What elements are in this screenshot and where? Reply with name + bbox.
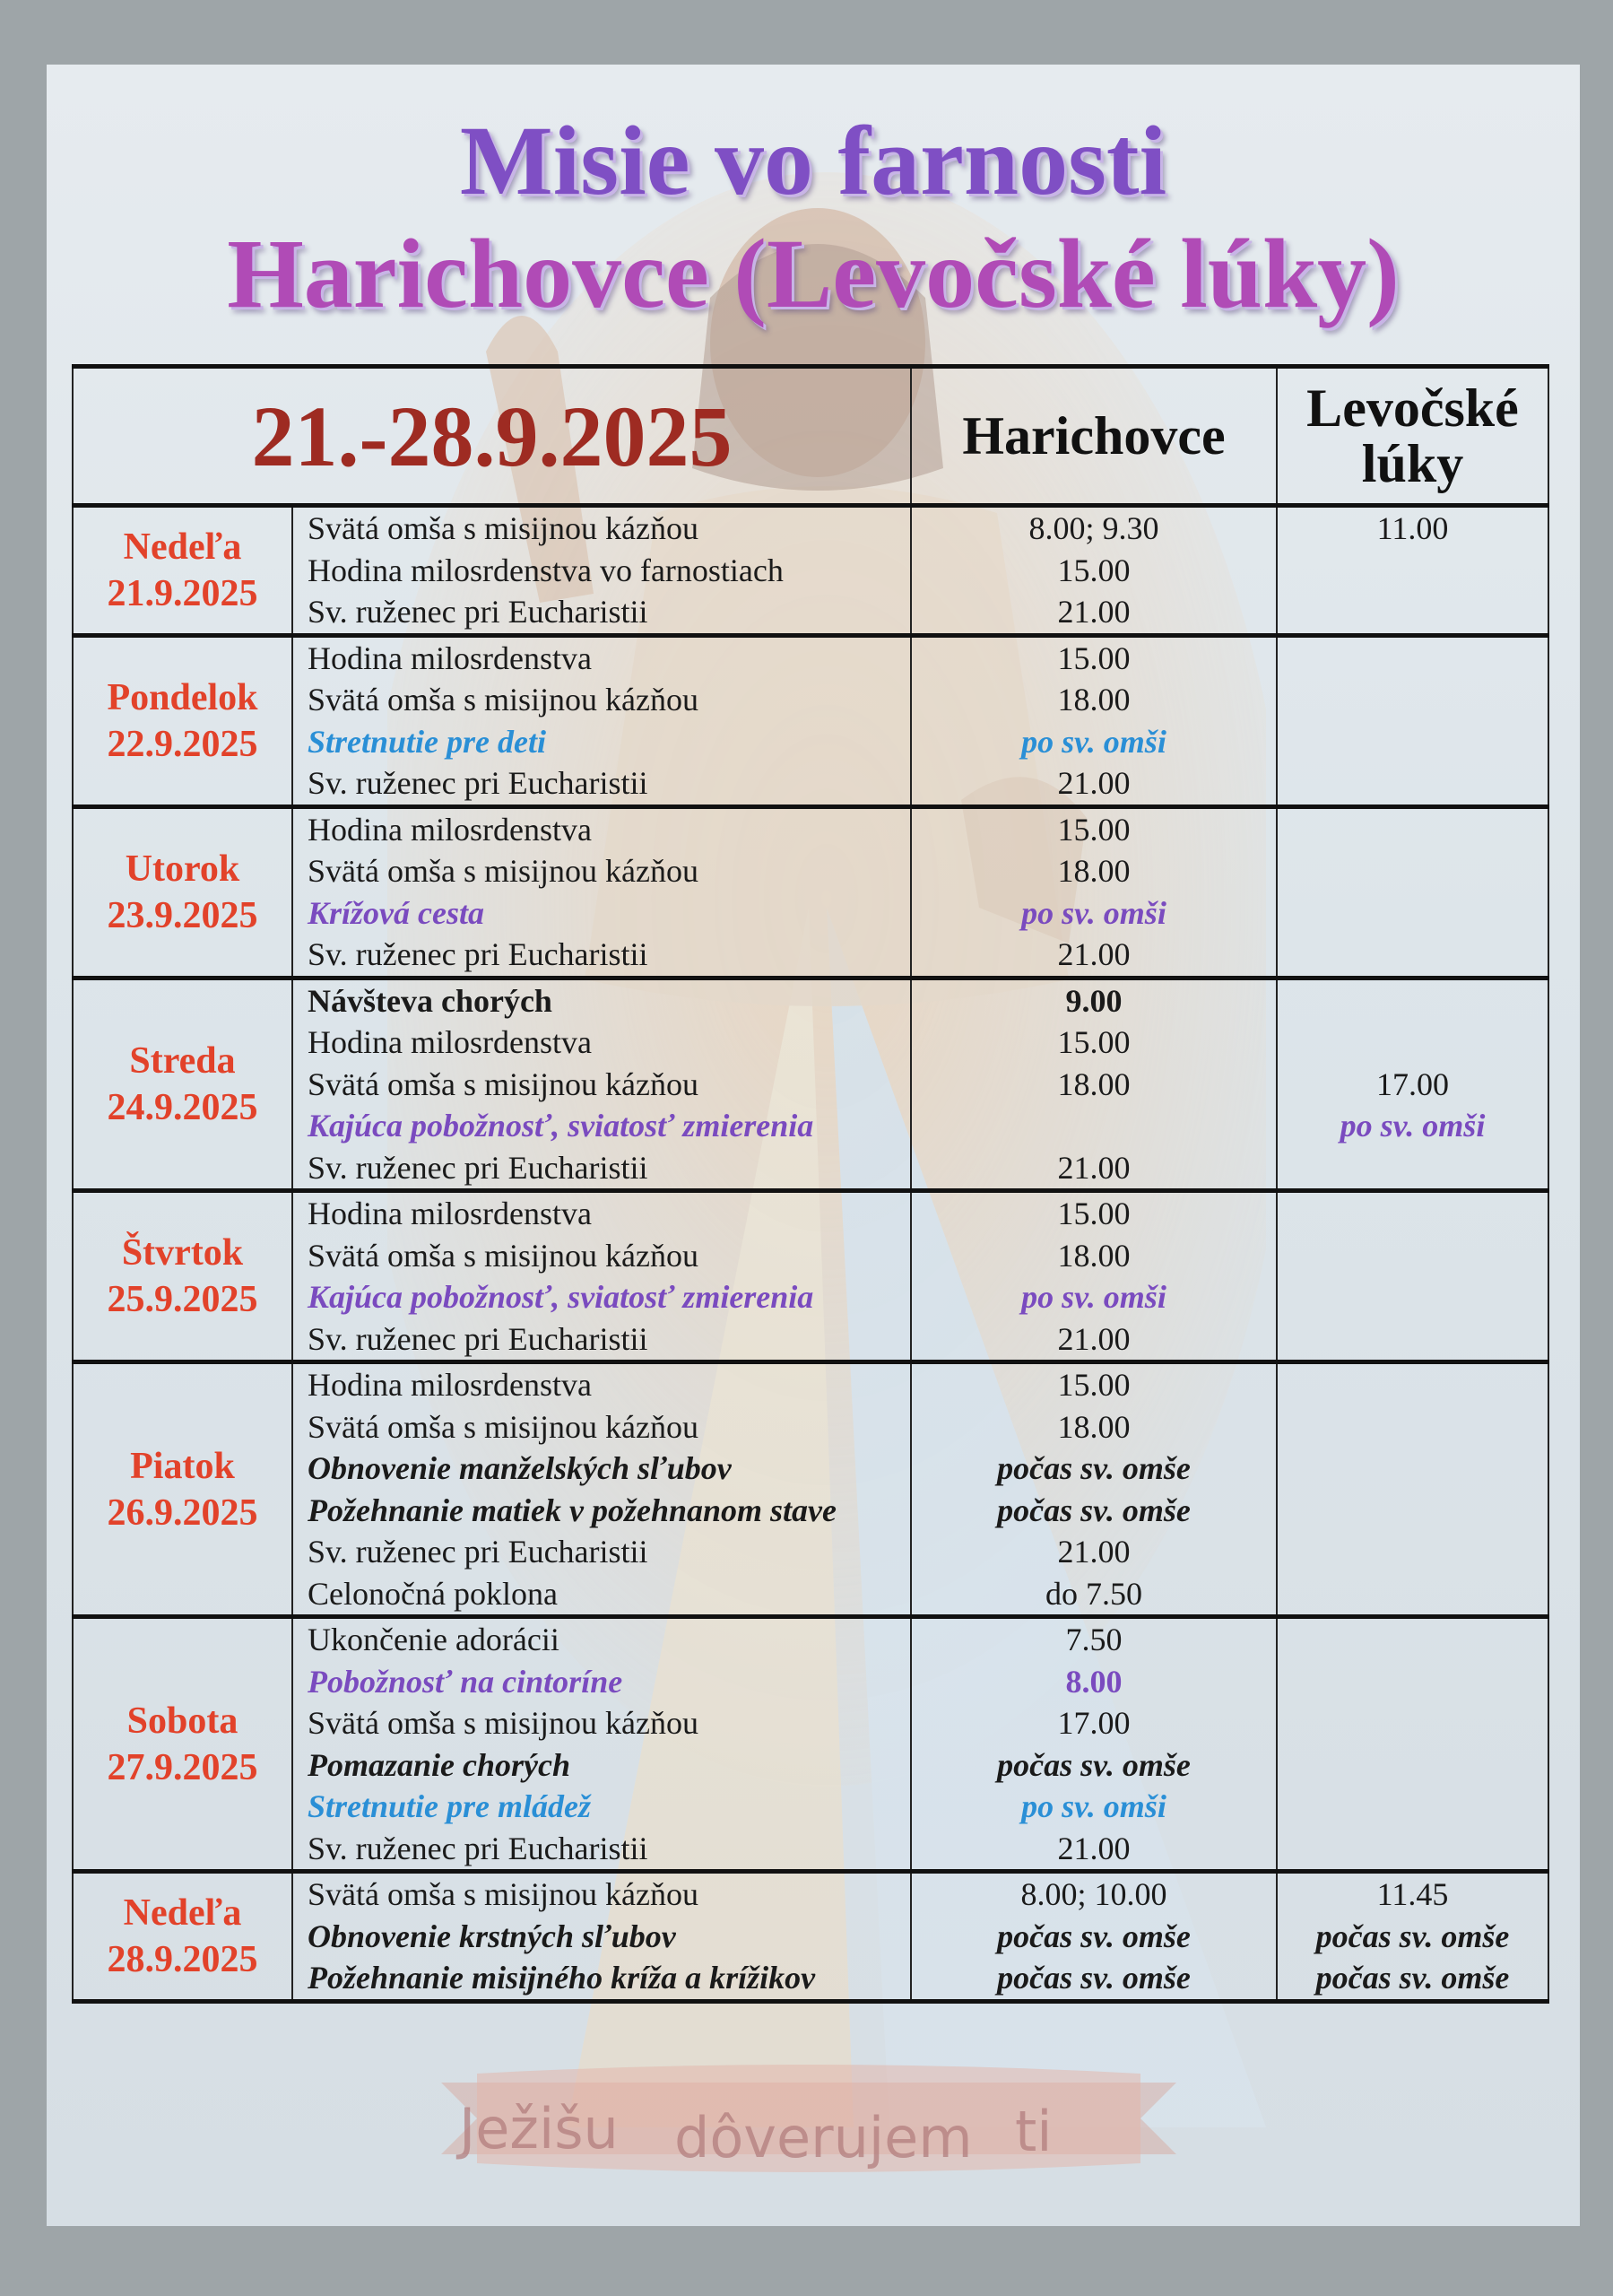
day-cell xyxy=(73,1191,292,1362)
harichovce-time-cell xyxy=(911,506,1277,636)
harichovce-time: 18.00 xyxy=(1057,853,1131,889)
event-label: Svätá omša s misijnou kázňou xyxy=(308,510,698,546)
levocske-luky-time xyxy=(1278,1661,1548,1703)
levocske-luky-time xyxy=(1278,1406,1548,1448)
event-label-cell xyxy=(292,635,911,806)
day-row xyxy=(73,806,1548,978)
event-label: Hodina milosrdenstva xyxy=(308,811,592,848)
levocske-luky-time-cell xyxy=(1277,1872,1548,2002)
levocske-luky-time xyxy=(1278,892,1548,935)
harichovce-time: počas sv. omše xyxy=(997,1918,1191,1954)
levocske-luky-time-cell xyxy=(1277,1191,1548,1362)
event-label: Ukončenie adorácii xyxy=(308,1622,559,1657)
day-row xyxy=(73,978,1548,1191)
levocske-luky-time: 11.00 xyxy=(1376,510,1449,546)
day-date: 23.9.2025 xyxy=(107,894,258,936)
day-name: Štvrtok xyxy=(121,1232,244,1274)
day-cell xyxy=(73,806,292,978)
harichovce-time: počas sv. omše xyxy=(997,1450,1191,1486)
event-label: Sv. ruženec pri Eucharistii xyxy=(308,1320,648,1357)
event-label: Hodina milosrdenstva xyxy=(308,1024,592,1060)
levocske-luky-time xyxy=(1278,1022,1548,1064)
event-label: Stretnutie pre deti xyxy=(308,723,547,760)
harichovce-time: 15.00 xyxy=(1057,1024,1131,1060)
event-label-cell xyxy=(292,1872,911,2002)
levocske-luky-time xyxy=(1278,1364,1548,1406)
title-line-1: Misie vo farnosti xyxy=(459,106,1167,215)
harichovce-time: počas sv. omše xyxy=(997,1960,1191,1996)
levocske-luky-time-cell xyxy=(1277,635,1548,806)
levocske-luky-time xyxy=(1278,1828,1548,1870)
levocske-luky-time xyxy=(1278,1531,1548,1573)
day-name: Piatok xyxy=(130,1445,235,1487)
event-label: Sv. ruženec pri Eucharistii xyxy=(308,594,648,630)
schedule-table xyxy=(72,364,1549,2004)
levocske-luky-time xyxy=(1278,1619,1548,1661)
harichovce-time-cell xyxy=(911,1617,1277,1872)
harichovce-time: 21.00 xyxy=(1057,1830,1131,1866)
harichovce-time-cell xyxy=(911,1191,1277,1362)
levocske-luky-time-cell xyxy=(1277,978,1548,1191)
harichovce-time: 17.00 xyxy=(1057,1705,1131,1741)
col-header-harichovce: Harichovce xyxy=(911,367,1277,506)
harichovce-time xyxy=(912,1105,1276,1147)
day-name: Streda xyxy=(129,1039,236,1082)
harichovce-time: 9.00 xyxy=(1065,982,1123,1019)
day-cell xyxy=(73,635,292,806)
levocske-luky-time: počas sv. omše xyxy=(1315,1960,1510,1996)
day-row xyxy=(73,506,1548,636)
levocske-luky-time xyxy=(1278,809,1548,851)
event-label: Pomazanie chorých xyxy=(308,1746,570,1783)
levocske-luky-time-cell xyxy=(1277,1617,1548,1872)
event-label: Požehnanie misijného kríža a krížikov xyxy=(308,1960,816,1996)
event-label: Sv. ruženec pri Eucharistii xyxy=(308,936,648,972)
event-label: Kajúca pobožnosť, sviatosť zmierenia xyxy=(308,1279,814,1315)
harichovce-time: 18.00 xyxy=(1057,1065,1131,1102)
levocske-luky-time xyxy=(1278,721,1548,763)
levocske-luky-time-cell xyxy=(1277,806,1548,978)
harichovce-time: po sv. omši xyxy=(1021,723,1166,760)
harichovce-time: 21.00 xyxy=(1057,936,1131,972)
day-date: 21.9.2025 xyxy=(107,572,258,614)
event-label-cell xyxy=(292,506,911,636)
event-label: Svätá omša s misijnou kázňou xyxy=(308,1705,698,1741)
event-label: Svätá omša s misijnou kázňou xyxy=(308,1065,698,1102)
event-label: Hodina milosrdenstva xyxy=(308,639,592,676)
levocske-luky-time xyxy=(1278,1235,1548,1277)
harichovce-time-cell xyxy=(911,978,1277,1191)
harichovce-time: 8.00 xyxy=(1065,1663,1123,1700)
day-name: Sobota xyxy=(126,1700,238,1742)
event-label: Stretnutie pre mládež xyxy=(308,1788,592,1824)
harichovce-time: po sv. omši xyxy=(1021,894,1166,931)
day-name: Utorok xyxy=(125,848,240,890)
levocske-luky-time xyxy=(1278,591,1548,633)
day-cell xyxy=(73,1872,292,2002)
levocske-luky-time: 11.45 xyxy=(1376,1876,1449,1912)
col-header-levocske-line-1: Levočské xyxy=(1306,378,1519,438)
harichovce-time: 8.00; 10.00 xyxy=(1020,1876,1167,1912)
banner-word-2: dôverujem xyxy=(674,2105,973,2170)
event-label: Hodina milosrdenstva vo farnostiach xyxy=(308,552,784,588)
event-label: Hodina milosrdenstva xyxy=(308,1367,592,1403)
event-label: Sv. ruženec pri Eucharistii xyxy=(308,1534,648,1570)
harichovce-time: 21.00 xyxy=(1057,1320,1131,1357)
day-row xyxy=(73,1191,1548,1362)
date-range: 21.-28.9.2025 xyxy=(73,367,911,506)
day-date: 24.9.2025 xyxy=(107,1086,258,1128)
levocske-luky-time xyxy=(1278,1193,1548,1235)
levocske-luky-time xyxy=(1278,1573,1548,1615)
day-name: Nedeľa xyxy=(123,1892,242,1934)
day-row xyxy=(73,1362,1548,1617)
harichovce-time: po sv. omši xyxy=(1021,1279,1166,1315)
event-label-cell xyxy=(292,1617,911,1872)
harichovce-time: 21.00 xyxy=(1057,594,1131,630)
day-name: Pondelok xyxy=(107,676,258,718)
event-label: Hodina milosrdenstva xyxy=(308,1196,592,1231)
event-label: Pobožnosť na cintoríne xyxy=(308,1663,623,1700)
harichovce-time: 15.00 xyxy=(1057,552,1131,588)
col-header-levocske-luky xyxy=(1277,367,1548,506)
harichovce-time: do 7.50 xyxy=(1045,1575,1142,1612)
levocske-luky-time: počas sv. omše xyxy=(1315,1918,1510,1954)
levocske-luky-time-cell xyxy=(1277,1362,1548,1617)
title-line-2: Harichovce (Levočské lúky) xyxy=(227,219,1400,328)
levocske-luky-time xyxy=(1278,1276,1548,1318)
harichovce-time: 18.00 xyxy=(1057,682,1131,718)
day-cell xyxy=(73,978,292,1191)
event-label: Svätá omša s misijnou kázňou xyxy=(308,682,698,718)
event-label: Požehnanie matiek v požehnanom stave xyxy=(308,1492,837,1528)
harichovce-time: 21.00 xyxy=(1057,765,1131,801)
event-label: Kajúca pobožnosť, sviatosť zmierenia xyxy=(308,1108,814,1144)
harichovce-time: 18.00 xyxy=(1057,1408,1131,1445)
day-row xyxy=(73,1872,1548,2002)
event-label: Svätá omša s misijnou kázňou xyxy=(308,853,698,889)
event-label-cell xyxy=(292,1191,911,1362)
levocske-luky-time xyxy=(1278,1786,1548,1828)
header-row xyxy=(73,367,1548,506)
harichovce-time: 21.00 xyxy=(1057,1534,1131,1570)
levocske-luky-time: po sv. omši xyxy=(1340,1108,1486,1144)
col-header-levocske-line-2: lúky xyxy=(1361,434,1464,493)
day-cell xyxy=(73,1362,292,1617)
harichovce-time: 15.00 xyxy=(1057,639,1131,676)
levocske-luky-time xyxy=(1278,980,1548,1022)
event-label-cell xyxy=(292,978,911,1191)
day-date: 26.9.2025 xyxy=(107,1492,258,1534)
levocske-luky-time xyxy=(1278,1318,1548,1361)
levocske-luky-time xyxy=(1278,1744,1548,1787)
harichovce-time-cell xyxy=(911,1362,1277,1617)
day-cell xyxy=(73,506,292,636)
harichovce-time: 15.00 xyxy=(1057,1367,1131,1403)
event-label: Sv. ruženec pri Eucharistii xyxy=(308,1830,648,1866)
harichovce-time: po sv. omši xyxy=(1021,1788,1166,1824)
event-label: Svätá omša s misijnou kázňou xyxy=(308,1408,698,1445)
levocske-luky-time xyxy=(1278,1490,1548,1532)
harichovce-time: 21.00 xyxy=(1057,1149,1131,1186)
event-label-cell xyxy=(292,806,911,978)
day-cell xyxy=(73,1617,292,1872)
levocske-luky-time xyxy=(1278,550,1548,592)
levocske-luky-time xyxy=(1278,1448,1548,1490)
event-label: Svätá omša s misijnou kázňou xyxy=(308,1237,698,1274)
harichovce-time: 8.00; 9.30 xyxy=(1028,510,1159,546)
day-date: 28.9.2025 xyxy=(107,1938,258,1980)
harichovce-time: počas sv. omše xyxy=(997,1492,1191,1528)
day-date: 22.9.2025 xyxy=(107,723,258,765)
harichovce-time: 18.00 xyxy=(1057,1237,1131,1274)
harichovce-time: 15.00 xyxy=(1057,1196,1131,1231)
event-label-cell xyxy=(292,1362,911,1617)
banner-word-1: Ježišu xyxy=(459,2096,619,2161)
harichovce-time: 7.50 xyxy=(1065,1622,1123,1657)
event-label: Obnovenie manželských sľubov xyxy=(308,1450,732,1486)
levocske-luky-time xyxy=(1278,1147,1548,1189)
levocske-luky-time xyxy=(1278,638,1548,680)
event-label: Svätá omša s misijnou kázňou xyxy=(308,1876,698,1912)
event-label: Celonočná poklona xyxy=(308,1575,558,1612)
harichovce-time-cell xyxy=(911,1872,1277,2002)
day-row xyxy=(73,1617,1548,1872)
harichovce-time: 15.00 xyxy=(1057,811,1131,848)
harichovce-time-cell xyxy=(911,806,1277,978)
levocske-luky-time: 17.00 xyxy=(1376,1065,1449,1102)
day-date: 25.9.2025 xyxy=(107,1279,258,1320)
levocske-luky-time-cell xyxy=(1277,506,1548,636)
levocske-luky-time xyxy=(1278,762,1548,804)
event-label: Návšteva chorých xyxy=(308,982,552,1019)
day-date: 27.9.2025 xyxy=(107,1746,258,1788)
day-row xyxy=(73,635,1548,806)
levocske-luky-time xyxy=(1278,850,1548,892)
event-label: Sv. ruženec pri Eucharistii xyxy=(308,765,648,801)
event-label: Krížová cesta xyxy=(308,894,484,931)
event-label: Sv. ruženec pri Eucharistii xyxy=(308,1149,648,1186)
day-name: Nedeľa xyxy=(123,526,242,568)
levocske-luky-time xyxy=(1278,934,1548,976)
harichovce-time-cell xyxy=(911,635,1277,806)
banner-word-3: ti xyxy=(1015,2099,1053,2164)
event-label: Obnovenie krstných sľubov xyxy=(308,1918,676,1954)
levocske-luky-time xyxy=(1278,679,1548,721)
harichovce-time: počas sv. omše xyxy=(997,1746,1191,1783)
levocske-luky-time xyxy=(1278,1702,1548,1744)
